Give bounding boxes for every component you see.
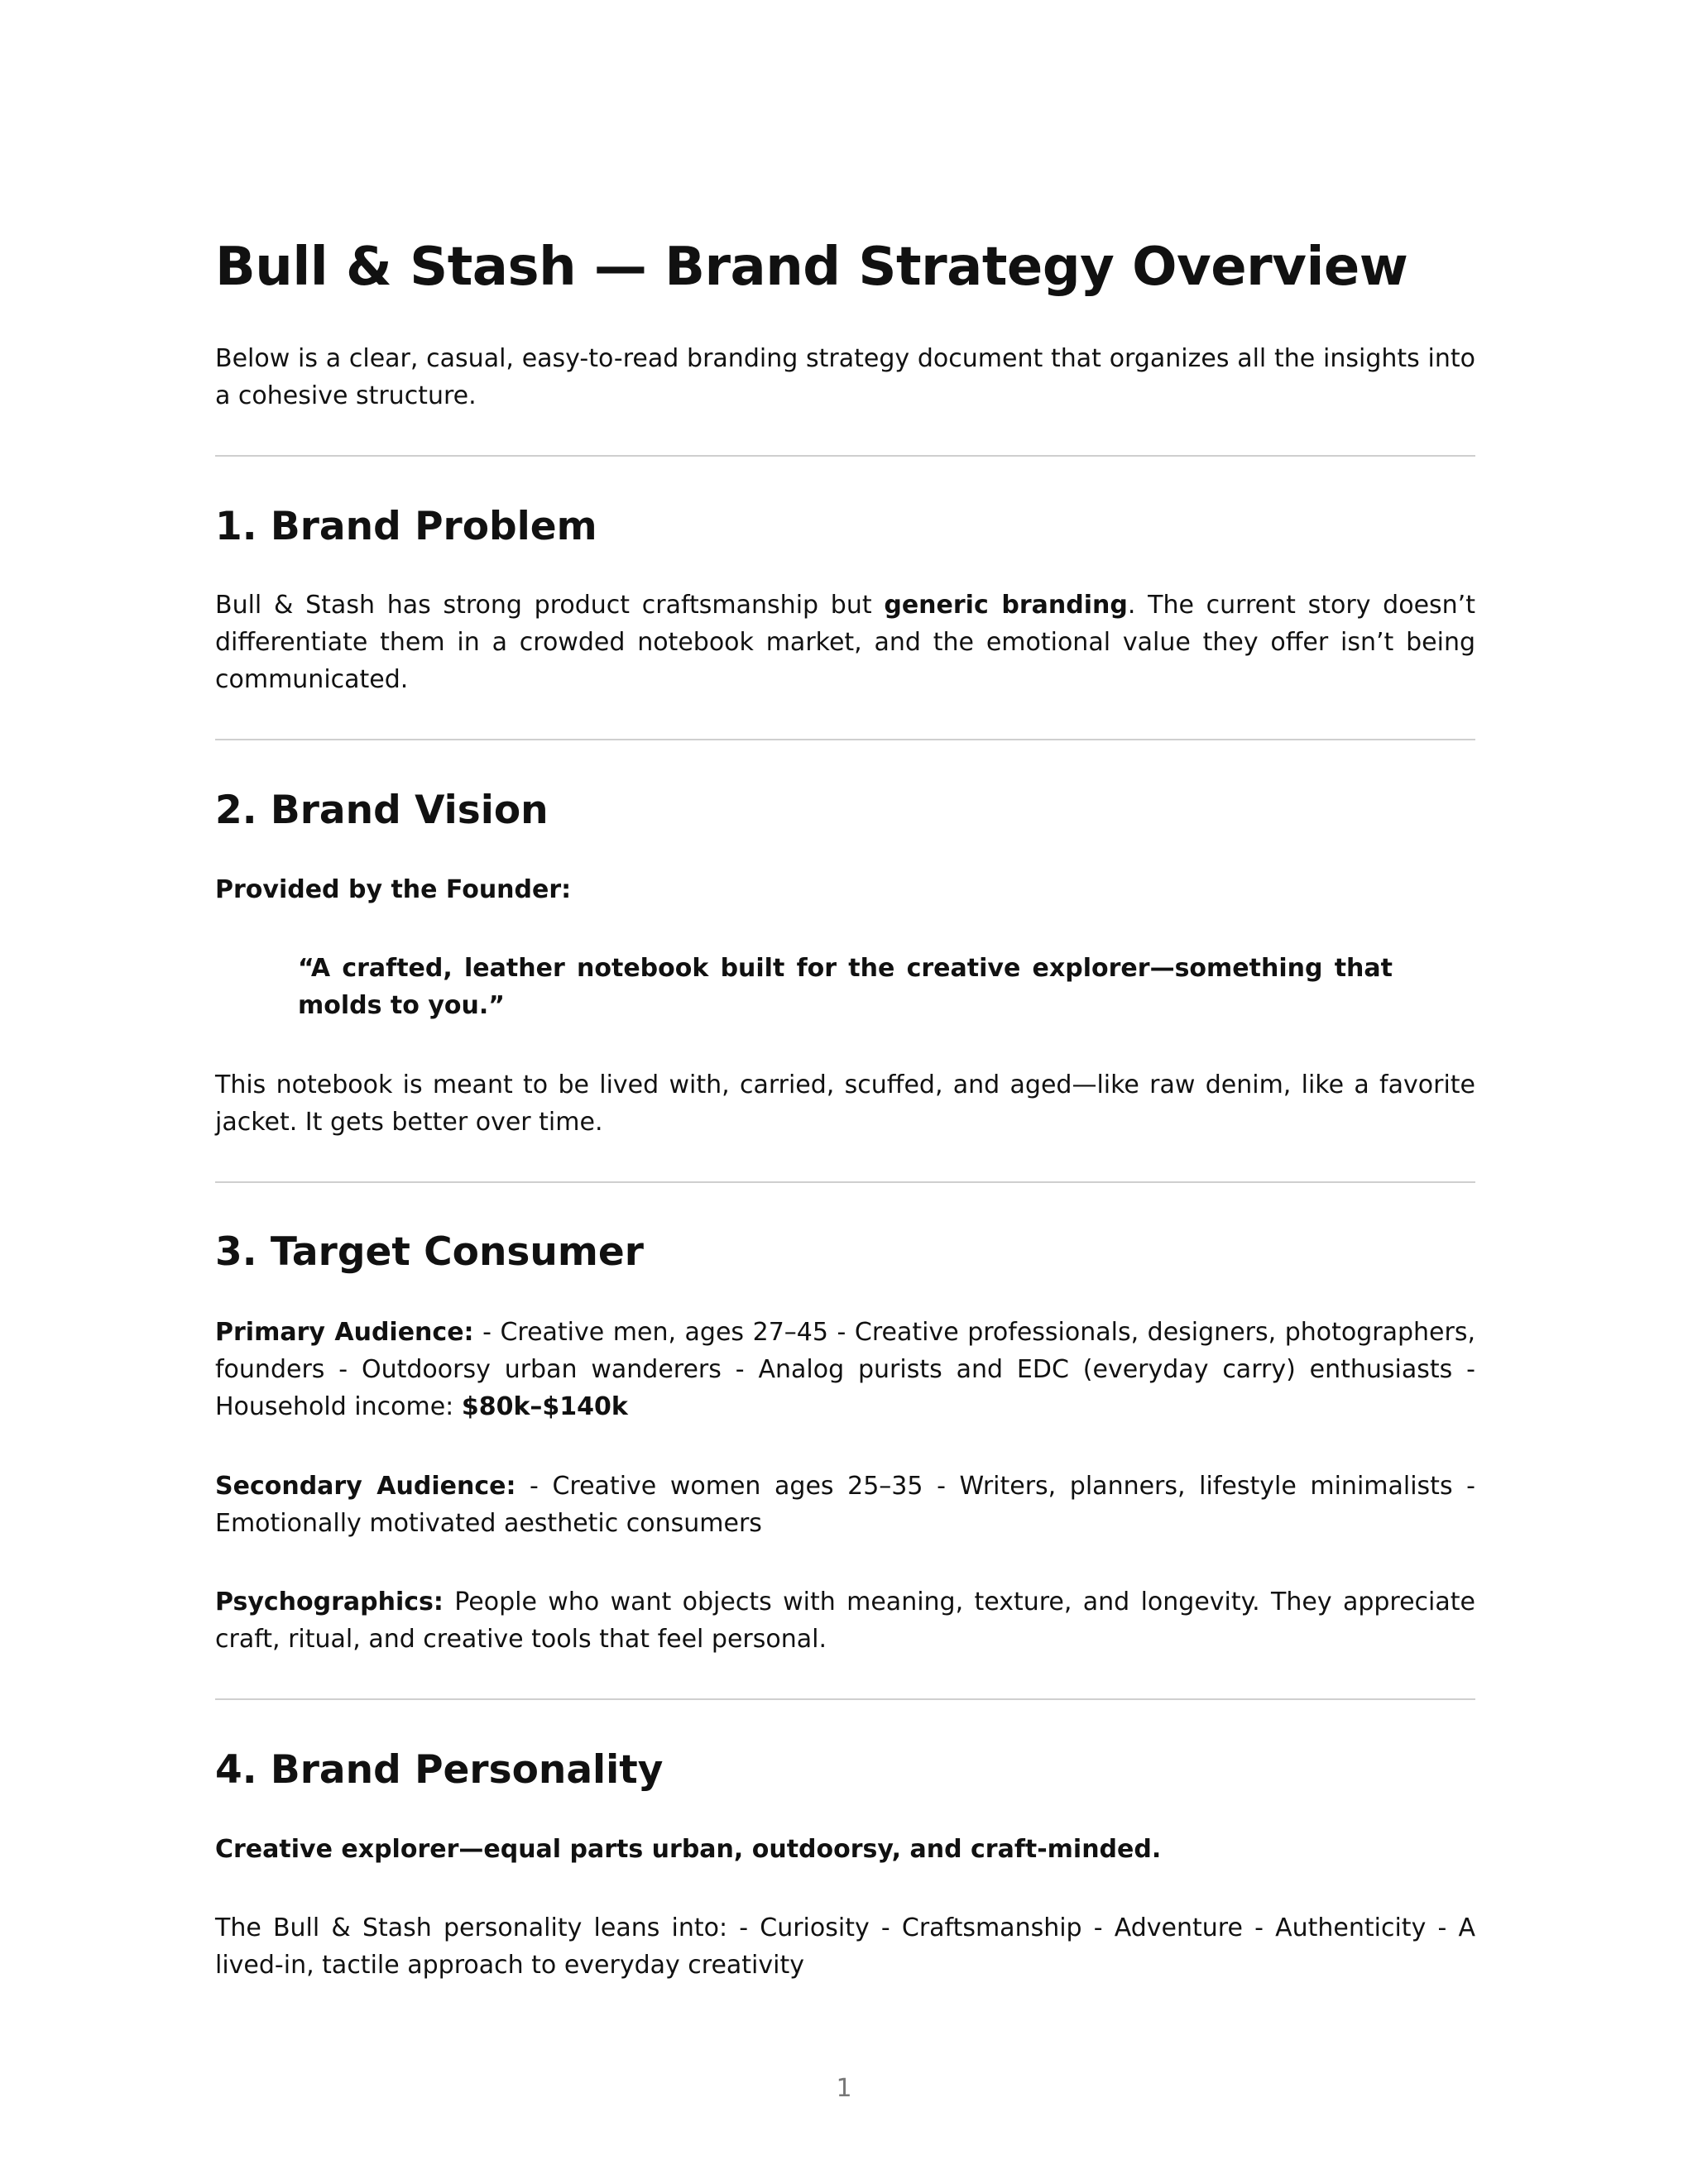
personality-tagline-text: Creative explorer—equal parts urban, outdoorsy, and craft-minded. xyxy=(215,1835,1162,1864)
primary-audience-label: Primary Audience: xyxy=(215,1318,474,1347)
brand-problem-paragraph xyxy=(215,587,1475,698)
personality-tagline xyxy=(215,1831,1475,1868)
personality-paragraph: The Bull & Stash personality leans into: - Curiosity - Craftsmanship - Adventure - Authenticity - A lived-in, tactile approach to everyday creativity xyxy=(215,1913,1475,1980)
target-consumer-heading: 3. Target Consumer xyxy=(215,1229,644,1275)
provided-by-founder-label xyxy=(215,871,1475,908)
brand-personality-heading: 4. Brand Personality xyxy=(215,1747,664,1793)
section-divider xyxy=(215,455,1475,457)
document-title: Bull & Stash — Brand Strategy Overview xyxy=(215,237,1408,298)
secondary-audience-label: Secondary Audience: xyxy=(215,1472,516,1501)
brand-problem-text-end: . The current story doesn’t differentiate them in a crowded notebook market, and the emotional value they offer isn’t being communicated. xyxy=(215,591,1475,694)
primary-audience-paragraph xyxy=(215,1314,1475,1425)
secondary-audience-paragraph xyxy=(215,1468,1475,1542)
provided-by-founder-text: Provided by the Founder: xyxy=(215,875,572,904)
section-divider xyxy=(215,1181,1475,1183)
section-divider xyxy=(215,739,1475,740)
brand-problem-heading: 1. Brand Problem xyxy=(215,504,597,549)
brand-problem-bold: generic branding xyxy=(884,591,1128,620)
psychographics-text: People who want objects with meaning, texture, and longevity. They appreciate craft, ritual, and creative tools that feel personal. xyxy=(215,1588,1475,1654)
brand-vision-description: This notebook is meant to be lived with, carried, scuffed, and aged—like raw denim, like a favorite jacket. It gets better over time. xyxy=(215,1070,1475,1137)
section-divider xyxy=(215,1698,1475,1700)
intro-paragraph: Below is a clear, casual, easy-to-read branding strategy document that organizes all the insights into a cohesive structure. xyxy=(215,344,1475,410)
secondary-audience-text: - Creative women ages 25–35 - Writers, planners, lifestyle minimalists - Emotionally motivated aesthetic consumers xyxy=(215,1472,1476,1538)
primary-audience-text: - Creative men, ages 27–45 - Creative professionals, designers, photographers, founders - Outdoorsy urban wanderers - Analog purists and EDC (everyday carry) enthusiasts - Household income: xyxy=(215,1318,1475,1421)
psychographics-label: Psychographics: xyxy=(215,1588,444,1616)
page-number: 1 xyxy=(836,2074,852,2103)
founder-quote: “A crafted, leather notebook built for the creative explorer—something that molds to you.” xyxy=(298,954,1393,1020)
primary-audience-income: $80k–$140k xyxy=(461,1392,628,1421)
brand-problem-text-start: Bull & Stash has strong product craftsmanship but xyxy=(215,591,885,620)
brand-vision-heading: 2. Brand Vision xyxy=(215,788,549,833)
psychographics-paragraph xyxy=(215,1583,1475,1658)
